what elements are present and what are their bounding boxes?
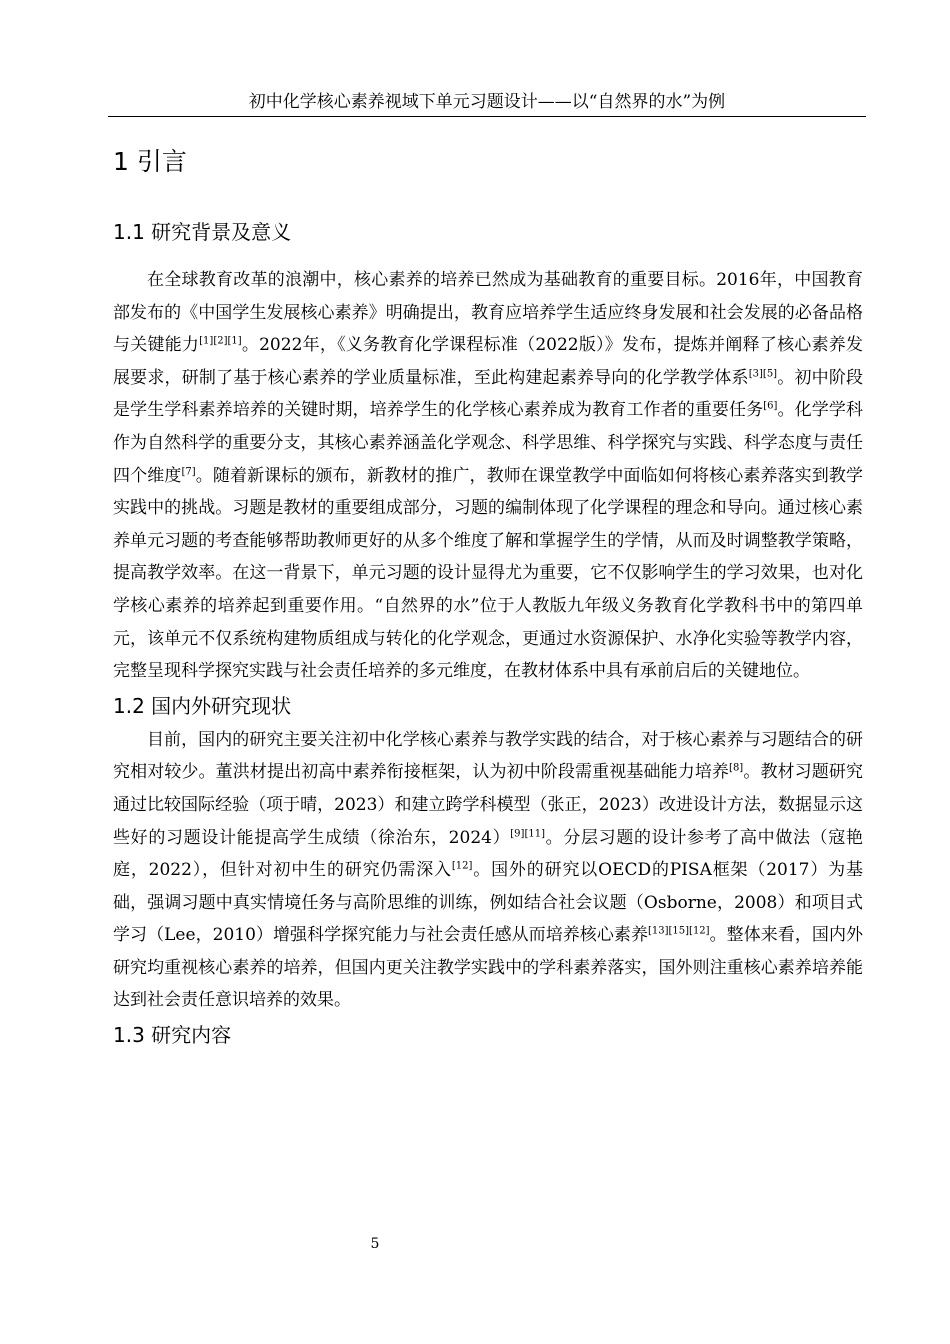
paragraph-status xyxy=(113,724,863,1017)
citation: [8] xyxy=(729,762,744,774)
text-run: 。随着新课标的颁布，新教材的推广，教师在课堂教学中面临如何将核心素养落实到教学实践中的挑战。习题是教材的重要组成部分，习题的编制体现了化学课程的理念和导向。通过核心素养单元习题的考查能够帮助教师更好的从多个维度了解和掌握学生的学情，从而及时调整教学策略，提高教学效率。在这一背景下，单元习题的设计显得尤为重要，它不仅影响学生的学习效果，也对化学核心素养的培养起到重要作用。“自然界的水”位于人教版九年级义务教育化学教科书中的第四单元，该单元不仅系统构建物质组成与转化的化学观念，更通过水资源保护、水净化实验等教学内容，完整呈现科学探究实践与社会责任培养的多元维度，在教材体系中具有承前启后的关键地位。 xyxy=(113,465,864,682)
section-title: 1 引言 xyxy=(113,147,187,176)
subsection-title-status: 1.2 国内外研究现状 xyxy=(113,693,292,718)
text-run: 。化学学科作为自然科学的重要分支，其核心素养涵盖化学观念、科学思维、科学探究与实践、科学态度与责任四个维度 xyxy=(113,400,863,486)
citation: [3][5] xyxy=(748,368,778,380)
text-run: 。整体来看，国内外研究均重视核心素养的培养，但国内更关注教学实践中的学科素养落实，国外则注重核心素养培养能达到社会责任意识培养的效果。 xyxy=(113,925,863,1011)
text-run: 。国外的研究以OECD的PISA框架（2017）为基础，强调习题中真实情境任务与高阶思维的训练，例如结合社会议题（Osborne，2008）和项目式学习（Lee，2010）增强科学探究能力与社会责任感从而培养核心素养 xyxy=(113,860,863,946)
text-run: 。分层习题的设计参考了高中做法（寇艳庭，2022），但针对初中生的研究仍需深入 xyxy=(113,827,863,881)
running-header: 初中化学核心素养视域下单元习题设计——以“自然界的水”为例 xyxy=(108,88,866,117)
paragraph-background xyxy=(113,264,863,688)
citation: [13][15][12] xyxy=(647,925,710,937)
page-number: 5 xyxy=(370,1236,380,1252)
citation: [9][11] xyxy=(510,827,545,839)
citation: [7] xyxy=(181,465,196,477)
subsection-title-content: 1.3 研究内容 xyxy=(113,1023,232,1048)
text-run: 。教材习题研究通过比较国际经验（项于晴，2023）和建立跨学科模型（张正，2023）改进设计方法，数据显示这些好的习题设计能提高学生成绩（徐治东，2024） xyxy=(113,762,864,848)
text-run: 。初中阶段是学生学科素养培养的关键时期，培养学生的化学核心素养成为教育工作者的重要任务 xyxy=(113,367,864,421)
text-run: 在全球教育改革的浪潮中，核心素养的培养已然成为基础教育的重要目标。2016年，中国教育部发布的《中国学生发展核心素养》明确提出，教育应培养学生适应终身发展和社会发展的必备品格与关键能力 xyxy=(113,270,863,356)
text-run: 目前，国内的研究主要关注初中化学核心素养与教学实践的结合，对于核心素养与习题结合的研究相对较少。董洪材提出初高中素养衔接框架，认为初中阶段需重视基础能力培养 xyxy=(113,729,863,783)
citation: [12] xyxy=(451,860,473,872)
citation: [1][2][1] xyxy=(199,335,242,347)
citation: [6] xyxy=(763,400,778,412)
page-body xyxy=(113,136,863,1053)
subsection-title-background: 1.1 研究背景及意义 xyxy=(113,220,292,244)
text-run: 。2022年，《义务教育化学课程标准（2022版）》发布，提炼并阐释了核心素养发展要求，研制了基于核心素养的学业质量标准，至此构建起素养导向的化学教学体系 xyxy=(113,335,864,388)
